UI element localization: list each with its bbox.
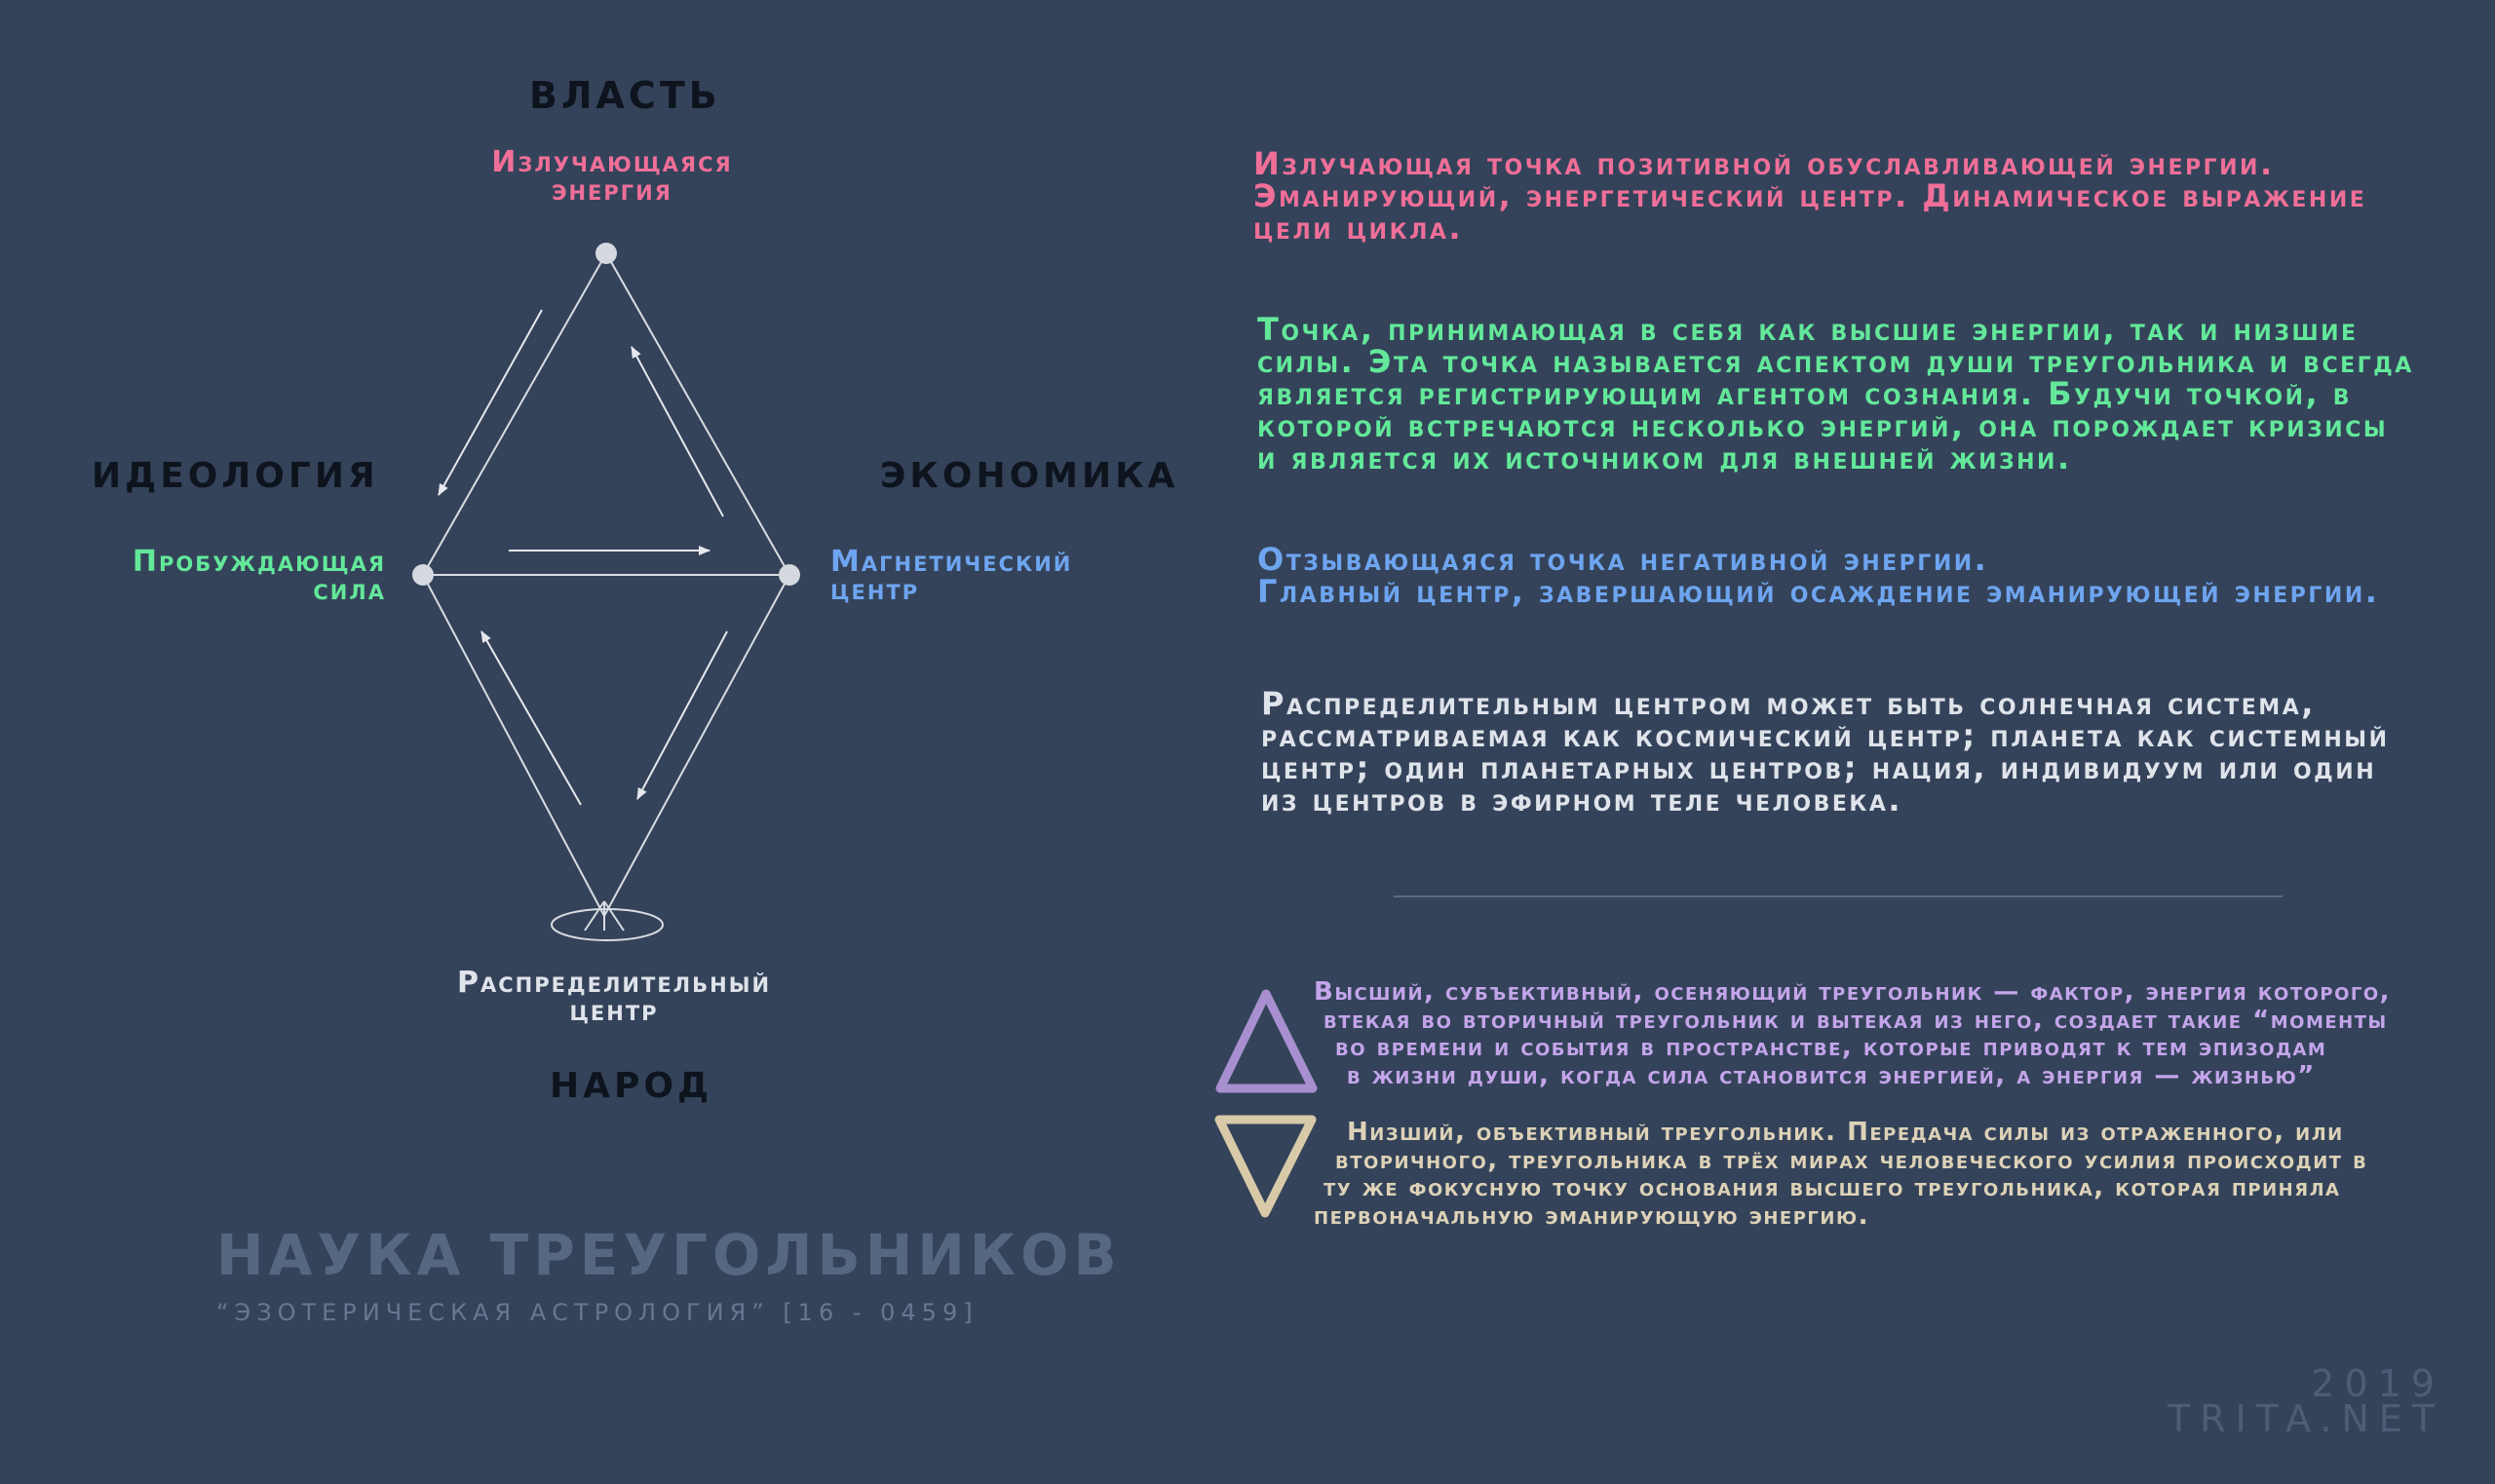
description-distributing-line: рассматриваемая как космический центр; планета как системный — [1261, 717, 2390, 754]
lower-triangle-text — [1314, 1119, 2367, 1230]
label-economy: ЭКОНОМИКА — [880, 456, 1179, 496]
ray-bottom-2 — [604, 901, 624, 931]
node-label-radiating-line2: энергия — [552, 173, 672, 208]
higher-triangle-text — [1314, 978, 2391, 1089]
description-awakening-line: является регистрирующим агентом сознания. Будучи точкой, в — [1257, 375, 2353, 412]
distribution-ellipse — [552, 909, 663, 940]
lower-triangle-icon — [1219, 1120, 1312, 1213]
node-label-awakening-line2: сила — [313, 573, 386, 607]
node-label-awakening — [117, 545, 386, 607]
label-power: ВЛАСТЬ — [529, 74, 721, 117]
edge-right-bottom — [604, 575, 789, 916]
higher-triangle-icon — [1220, 994, 1313, 1088]
description-distributing-line: центр; один планетарных центров; нация, индивидуум или один — [1261, 749, 2377, 786]
description-radiating-line: Излучающая точка позитивной обуславливающей энергии. — [1253, 145, 2275, 182]
description-awakening-line: Точка, принимающая в себя как высшие энергии, так и низшие — [1257, 311, 2359, 348]
description-awakening-line: которой встречаются несколько энергий, она порождает кризисы — [1257, 407, 2389, 444]
description-radiating — [1253, 145, 2367, 247]
node-label-distributing — [448, 966, 780, 1028]
description-awakening-line: силы. Эта точка называется аспектом души треугольника и всегда — [1257, 343, 2414, 380]
description-distributing — [1261, 685, 2390, 818]
footer-year: 2019 — [2311, 1362, 2444, 1405]
higher-triangle-line: втекая во вторичный треугольник и вытекая из него, создает такие “моменты — [1324, 1005, 2388, 1035]
higher-triangle-line: в жизни души, когда сила становится энергией, а энергия — жизнью” — [1347, 1060, 2316, 1090]
node-label-awakening-line1: Пробуждающая — [132, 545, 386, 579]
description-magnetic-line: Главный центр, завершающий осаждение эманирующей энергии. — [1257, 573, 2380, 610]
arrow-right-to-top — [632, 347, 723, 516]
page-title: НАУКА ТРЕУГОЛЬНИКОВ — [216, 1222, 1122, 1288]
page-subtitle: “ЭЗОТЕРИЧЕСКАЯ АСТРОЛОГИЯ” [16 - 0459] — [216, 1299, 979, 1326]
lower-triangle-line: Низший, объективный треугольник. Передача силы из отраженного, или — [1347, 1118, 2344, 1147]
node-left-dot — [412, 564, 434, 586]
description-distributing-line: из центров в эфирном теле человека. — [1261, 781, 1903, 818]
label-people: НАРОД — [550, 1066, 713, 1106]
description-radiating-line: Эманирующий, энергетический центр. Динамическое выражение — [1253, 177, 2367, 214]
edge-left-bottom — [423, 575, 604, 916]
node-label-magnetic-line1: Магнетический — [830, 545, 1073, 579]
description-magnetic-line: Отзывающаяся точка негативной энергии. — [1257, 541, 1989, 578]
arrow-top-to-left — [439, 310, 542, 495]
description-distributing-line: Распределительным центром может быть солнечная система, — [1261, 685, 2316, 722]
description-magnetic — [1257, 541, 2380, 610]
node-label-magnetic — [830, 545, 1073, 607]
lower-triangle-line: ту же фокусную точку основания высшего треугольника, которая приняла — [1324, 1173, 2341, 1202]
footer-site: TRITA.NET — [2167, 1397, 2444, 1440]
higher-triangle-line: Высший, субъективный, осеняющий треугольник — фактор, энергия которого, — [1314, 977, 2392, 1007]
label-ideology: ИДЕОЛОГИЯ — [92, 456, 379, 496]
lower-triangle-line: первоначальную эманирующую энергию. — [1314, 1200, 1869, 1231]
edge-top-left — [423, 253, 606, 575]
node-label-radiating-line1: Излучающаяся — [491, 145, 733, 179]
description-awakening — [1257, 311, 2414, 476]
node-label-radiating — [487, 145, 737, 208]
description-awakening-line: и является их источником для внешней жизни. — [1257, 439, 2072, 476]
node-label-magnetic-line2: центр — [830, 573, 920, 607]
node-label-distributing-line2: центр — [569, 994, 659, 1028]
node-right-dot — [779, 564, 800, 586]
node-top-dot — [595, 243, 617, 264]
node-label-distributing-line1: Распределительный — [456, 966, 772, 1000]
lower-triangle-line: вторичного, треугольника в трёх мирах человеческого усилия происходит в — [1335, 1145, 2368, 1175]
edge-top-right — [606, 253, 789, 575]
description-radiating-line: цели цикла. — [1253, 209, 1464, 247]
ray-bottom-1 — [585, 901, 604, 931]
higher-triangle-line: во времени и события в пространстве, которые приводят к тем эпизодам — [1335, 1033, 2327, 1062]
